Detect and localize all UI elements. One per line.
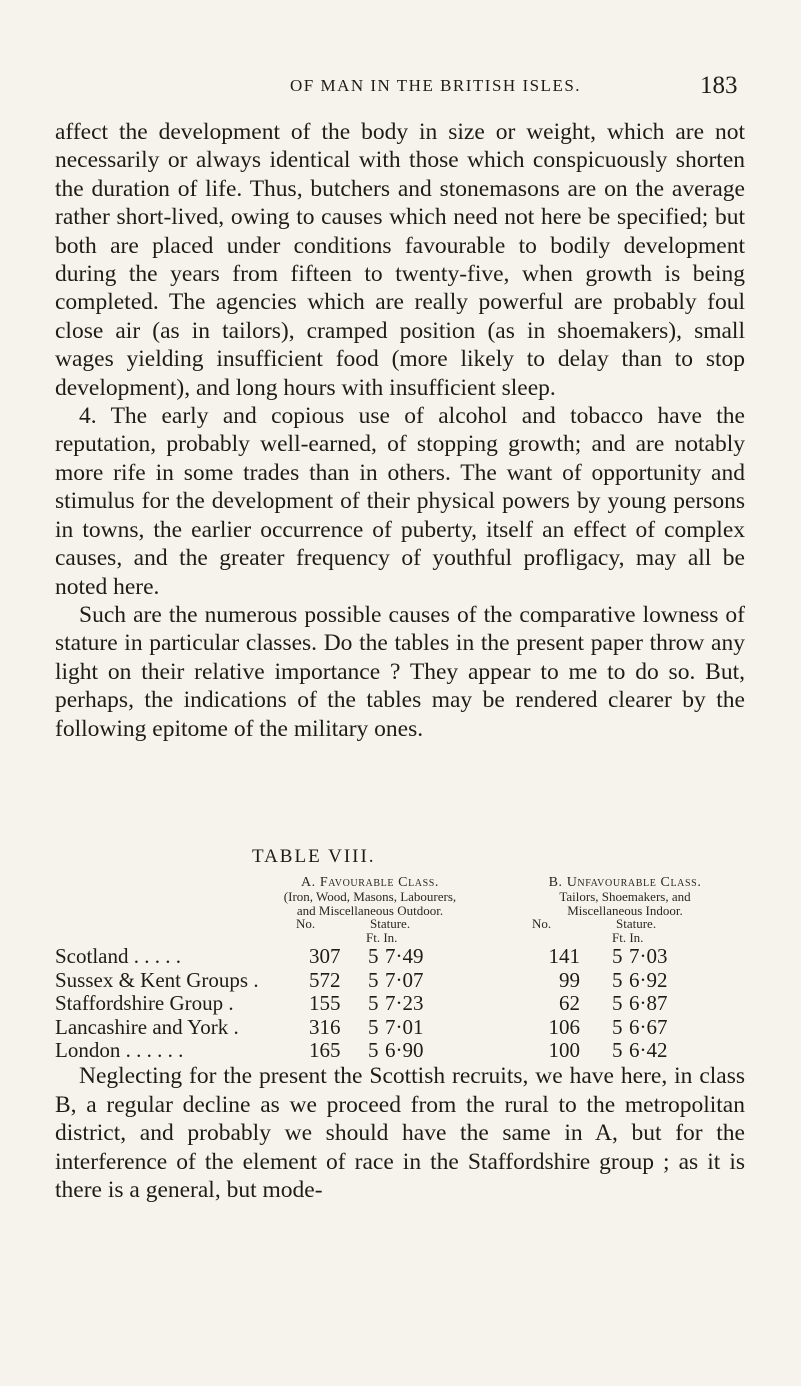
row-a-number: 572 <box>309 967 341 992</box>
paragraph-causes-summary: Such are the numerous possible causes of the comparative lowness of stature in particular classes. Do the tables in the present paper throw any light on their relative importance ? They appear to me to do so. But, perhaps, the indications of the tables may be rendered clearer by the following epitome of the military ones. <box>55 601 745 742</box>
row-b-number: 62 <box>559 991 580 1015</box>
row-a-inches: 7·01 <box>385 1014 424 1039</box>
table-rows <box>55 944 755 1062</box>
row-b-feet: 5 <box>612 1014 623 1039</box>
row-a-number: 165 <box>309 1038 341 1062</box>
row-a-feet: 5 <box>368 991 379 1015</box>
class-a-desc-line1: (Iron, Wood, Masons, Labourers, <box>283 889 457 904</box>
class-a-col-stature: Stature. <box>370 916 411 931</box>
table-row <box>55 968 755 992</box>
class-b-desc-line1: Tailors, Shoemakers, and <box>559 889 691 904</box>
class-b-col-stature: Stature. <box>616 916 657 931</box>
page-number: 183 <box>700 72 738 99</box>
class-a-header <box>250 876 490 918</box>
row-region: Sussex & Kent Groups . <box>55 967 259 992</box>
row-b-feet: 5 <box>612 944 623 968</box>
row-a-inches: 7·07 <box>385 967 424 992</box>
table-row <box>55 1015 755 1039</box>
running-title: OF MAN IN THE BRITISH ISLES. <box>290 76 582 95</box>
class-b-header <box>490 876 760 918</box>
row-b-inches: 7·03 <box>629 944 668 968</box>
paragraph-continuation: affect the development of the body in size or weight, which are not necessarily or always identical with those which conspicuously shorten the duration of life. Thus, butchers and stonemasons are on the average rather short-lived, owing to causes which need not here be specified; but both are placed under conditions favourable to bodily development during the years from fifteen to twenty-five, when growth is being completed. The agencies which are really powerful are probably foul close air (as in tailors), cramped position (as in shoemakers), small wages yielding insufficient food (more likely to delay than to stop development), and long hours with insufficient sleep. <box>55 119 745 401</box>
row-region: London . . . . . . <box>55 1038 184 1062</box>
class-a-col-no: No. <box>296 916 316 931</box>
row-region: Scotland . . . . . <box>55 944 181 968</box>
class-a-col-units: Ft. In. <box>366 930 398 945</box>
row-region: Lancashire and York . <box>55 1014 239 1039</box>
row-b-feet: 5 <box>612 1038 623 1062</box>
book-page: OF MAN IN THE BRITISH ISLES. 183 affect the development of the body in size or weight, which are not necessarily or always identical with those which conspicuously shorten the duration of life. Thus, butchers and stonemasons are on the average rather short-lived, owing to causes which need not here be specified; but both are placed under conditions favourable to bodily development during the years from fifteen to twenty-five, when growth is being completed. The agencies which are really powerful are probably foul close air (as in tailors), cramped position (as in shoemakers), small wages yielding insufficient food (more likely to delay than to stop development), and long hours with insufficient sleep. 4. The early and copious use of alcohol and tobacco have the reputation, probably well-earned, of stopping growth; and are notably more rife in some trades than in others. The want of opportunity and stimulus for the development of their physical powers by young persons in towns, the earlier occurrence of puberty, itself an effect of complex causes, and the greater frequency of youthful profligacy, may all be noted here. Such are the numerous possible causes of the comparative lowness of stature in particular classes. Do the tables in the present paper throw any light on their relative importance ? They appear to me to do so. But, perhaps, the indications of the tables may be rendered clearer by the following epitome of the military ones. TABLE VIII. A. Favourable Class. (Iron, Wood, Masons, Labourers, and Miscellaneous Outdoor. B. Unfavourable Class. Tailors, Shoemakers, and Miscellaneous Indoor. No. Stature. Ft. In. No. Stature. Ft. In. Scotland . . . . . 307 5 7·49 141 5 7·03 Sussex & Kent Groups . 572 5 7·07 99 5 6·92 Staffordshire Group . 155 5 7·23 62 5 6·87 Lancashire and York . 316 5 7·01 106 5 6·67 London . . . . . . 165 5 6·90 100 5 6·42 Neglecting for the present the Scottish recruits, we have here, in class B, a regular decline as we proceed from the rural to the metropolitan district, and probably we should have the same in A, but for the interference of the element of race in the Staffordshire group ; as it is there is a general, but mode- <box>0 0 801 1386</box>
running-head <box>0 72 801 102</box>
row-a-number: 307 <box>309 944 341 968</box>
row-b-number: 106 <box>548 1014 580 1039</box>
paragraph-alcohol-tobacco: 4. The early and copious use of alcohol and tobacco have the reputation, probably well-earned, of stopping growth; and are notably more rife in some trades than in others. The want of opportunity and stimulus for the development of their physical powers by young persons in towns, the earlier occurrence of puberty, itself an effect of complex causes, and the greater frequency of youthful profligacy, may all be noted here. <box>55 403 745 600</box>
closing-text <box>55 1062 745 1205</box>
row-a-number: 155 <box>309 991 341 1015</box>
row-a-feet: 5 <box>368 944 379 968</box>
row-b-inches: 6·92 <box>629 967 668 992</box>
row-a-inches: 7·49 <box>385 944 424 968</box>
row-b-inches: 6·67 <box>629 1014 668 1039</box>
table-row <box>55 991 755 1015</box>
row-region: Staffordshire Group . <box>55 991 234 1015</box>
class-b-col-no: No. <box>532 916 552 931</box>
row-a-feet: 5 <box>368 967 379 992</box>
paragraph-neglecting: Neglecting for the present the Scottish recruits, we have here, in class B, a regular decline as we proceed from the rural to the metropolitan district, and probably we should have the same in A, but for the interference of the element of race in the Staffordshire group ; as it is there is a general, but mode- <box>55 1063 745 1204</box>
table-row <box>55 944 755 968</box>
row-a-feet: 5 <box>368 1038 379 1062</box>
row-b-feet: 5 <box>612 967 623 992</box>
row-b-inches: 6·87 <box>629 991 668 1015</box>
row-b-feet: 5 <box>612 991 623 1015</box>
row-a-feet: 5 <box>368 1014 379 1039</box>
row-b-inches: 6·42 <box>629 1038 668 1062</box>
class-a-desc-line2: and Miscellaneous Outdoor. <box>296 903 444 918</box>
row-b-number: 99 <box>559 967 580 992</box>
row-a-inches: 6·90 <box>385 1038 424 1062</box>
row-b-number: 141 <box>548 944 580 968</box>
class-b-desc-line2: Miscellaneous Indoor. <box>567 903 683 918</box>
table-row <box>55 1038 755 1062</box>
class-b-heading: B. Unfavourable Class. <box>548 875 702 890</box>
body-text <box>55 118 745 743</box>
row-b-number: 100 <box>548 1038 580 1062</box>
row-a-number: 316 <box>309 1014 341 1039</box>
row-a-inches: 7·23 <box>385 991 424 1015</box>
class-a-heading: A. Favourable Class. <box>300 875 440 890</box>
class-b-col-units: Ft. In. <box>612 930 644 945</box>
